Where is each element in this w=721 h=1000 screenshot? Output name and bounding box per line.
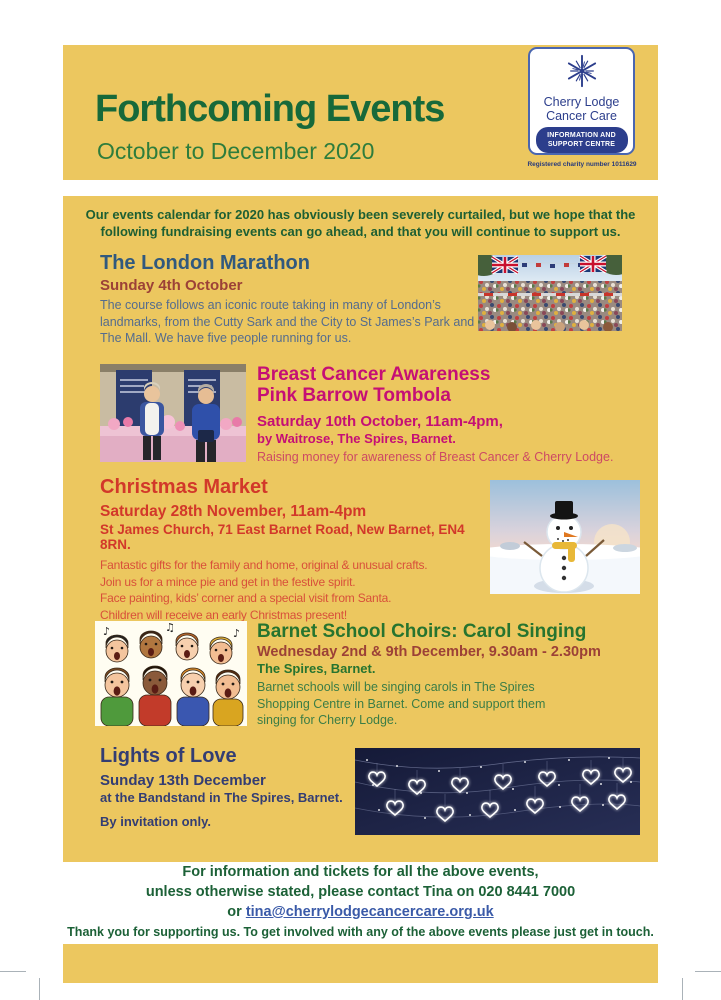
event-location: St James Church, 71 East Barnet Road, New Barnet, EN4 8RN.	[100, 522, 465, 552]
event-location: by Waitrose, The Spires, Barnet.	[257, 431, 456, 446]
pink-barrow-tombola-photo	[100, 364, 246, 462]
london-marathon-crowd-photo	[478, 255, 622, 331]
footer-line1: For information and tickets for all the above events,	[182, 864, 539, 880]
thank-you-text: Thank you for supporting us. To get involved with any of the above events please just get in touch.	[67, 925, 654, 939]
logo-badge-line2: SUPPORT CENTRE	[547, 141, 616, 148]
bottom-yellow-band	[63, 944, 658, 983]
event-date: Wednesday 2nd & 9th December, 9.30am - 2.30pm	[257, 644, 601, 660]
event-title-line1: Breast Cancer Awareness	[257, 364, 491, 385]
union-jack-flag-right	[580, 256, 606, 272]
cherry-lodge-logo	[528, 47, 635, 155]
page-title: Forthcoming Events	[95, 88, 445, 130]
event-description	[100, 557, 492, 623]
event-date: Sunday 13th December	[100, 772, 266, 789]
event-title: The London Marathon	[100, 252, 310, 274]
logo-name-line1: Cherry Lodge	[543, 95, 620, 109]
description-line: Join us for a mince pie and get in the festive spirit.	[100, 574, 356, 589]
event-pink-barrow-tombola	[257, 364, 657, 466]
page-subtitle: October to December 2020	[97, 138, 375, 164]
crop-mark	[0, 971, 26, 972]
event-date: Saturday 10th October, 11am-4pm,	[257, 413, 503, 430]
charity-number: Registered charity number 1011629	[527, 161, 637, 168]
event-christmas-market	[100, 476, 492, 623]
event-description: Raising money for awareness of Breast Cancer & Cherry Lodge.	[257, 450, 614, 464]
logo-badge	[536, 127, 628, 153]
event-date: Sunday 4th October	[100, 277, 243, 294]
heart-lights-photo	[355, 748, 640, 835]
logo-badge-line1: INFORMATION AND	[547, 132, 616, 139]
crop-mark	[695, 971, 721, 972]
event-lights-of-love	[100, 745, 360, 829]
event-london-marathon	[100, 252, 492, 347]
snowflake-logo-icon	[563, 53, 601, 89]
event-title-line2: Pink Barrow Tombola	[257, 385, 451, 406]
footer-line2: unless otherwise stated, please contact Tina on 020 8441 7000	[145, 884, 576, 900]
event-location: The Spires, Barnet.	[257, 661, 376, 676]
svg-text:♫: ♫	[165, 621, 175, 634]
crop-mark	[39, 978, 40, 1000]
footer-contact	[0, 862, 721, 922]
event-date: Saturday 28th November, 11am-4pm	[100, 503, 367, 520]
logo-name-line2: Cancer Care	[546, 109, 617, 123]
event-title: Lights of Love	[100, 745, 237, 767]
event-description: Barnet schools will be singing carols in The Spires Shopping Centre in Barnet. Come and support them singing for Cherry Lodge.	[257, 680, 546, 727]
svg-text:♪: ♪	[103, 625, 111, 638]
intro-text: Our events calendar for 2020 has obviously been severely curtailed, but we hope that the following fundraising events can go ahead, and that you will continue to support us.	[85, 207, 636, 239]
description-line: Children will receive an early Christmas present!	[100, 607, 347, 622]
footer-or: or	[227, 904, 246, 920]
event-title: Barnet School Choirs: Carol Singing	[257, 621, 587, 642]
email-link[interactable]: tina@cherrylodgecancercare.org.uk	[245, 904, 494, 920]
event-description: The course follows an iconic route taking in many of London’s landmarks, from the Cutty Sark and the City to St James’s Park and The Mall. We have five people running for us.	[100, 298, 475, 345]
event-location: at the Bandstand in The Spires, Barnet.	[100, 790, 343, 805]
union-jack-flag-left	[492, 257, 518, 273]
svg-text:♪: ♪	[233, 627, 241, 640]
snowman-photo	[490, 480, 640, 594]
crop-mark	[682, 978, 683, 1000]
footer-line3	[0, 902, 721, 922]
event-title: Christmas Market	[100, 476, 268, 498]
event-carol-singing	[257, 621, 657, 729]
description-line: Fantastic gifts for the family and home, original & unusual crafts.	[100, 558, 428, 572]
event-note: By invitation only.	[100, 814, 211, 829]
description-line: Face painting, kids’ corner and a special visit from Santa.	[100, 591, 392, 605]
carol-singers-illustration	[95, 621, 247, 726]
